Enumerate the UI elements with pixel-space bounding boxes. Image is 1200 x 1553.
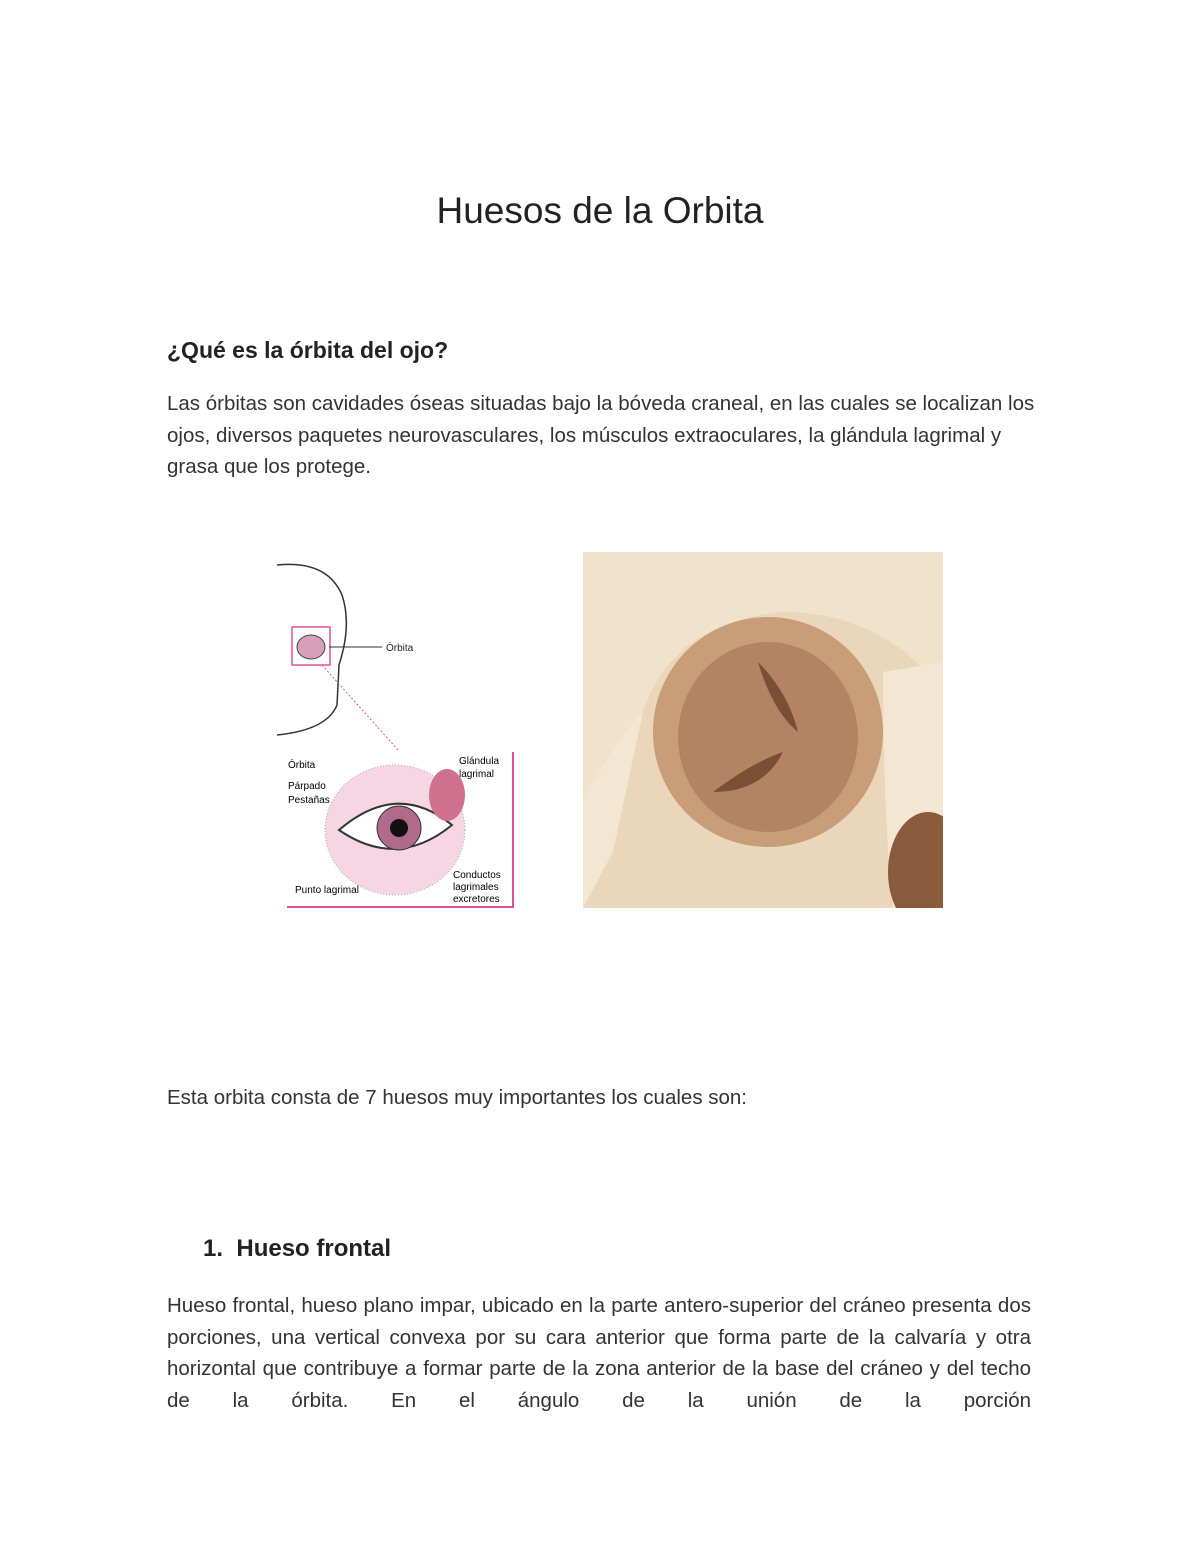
label-parpado: Párpado xyxy=(288,781,326,792)
paragraph-intro-huesos: Esta orbita consta de 7 huesos muy importantes los cuales son: xyxy=(167,1086,748,1109)
label-glandula-2: lagrimal xyxy=(459,769,495,780)
orbit-bone-illustration xyxy=(583,552,943,908)
heading-text: Hueso frontal xyxy=(236,1235,392,1262)
list-number: 1. xyxy=(203,1235,224,1262)
label-orbita-top: Órbita xyxy=(386,643,414,654)
eye-anatomy-diagram xyxy=(277,555,522,910)
paragraph-hueso-frontal: Hueso frontal, hueso plano impar, ubicado en la parte antero-superior del cráneo presenta dos porciones, una vertical convexa por su cara anterior que forma parte de la calvaría y otra horizontal que contribuye a formar parte de la zona anterior de la base del cráneo y del techo de la órbita. En el ángulo de la unión de la porción xyxy=(167,1294,1031,1412)
label-conductos-3: excretores xyxy=(453,894,500,905)
label-conductos-1: Conductos xyxy=(453,870,501,881)
label-punto-lagrimal: Punto lagrimal xyxy=(295,885,359,896)
section-heading-orbita: ¿Qué es la órbita del ojo? xyxy=(167,337,449,363)
label-orbita: Órbita xyxy=(288,760,316,771)
section-heading-hueso-frontal xyxy=(203,1235,391,1263)
document-title: Huesos de la Orbita xyxy=(436,190,764,231)
label-conductos-2: lagrimales xyxy=(453,882,499,893)
label-pestanas: Pestañas xyxy=(288,795,330,806)
paragraph-orbita: Las órbitas son cavidades óseas situadas bajo la bóveda craneal, en las cuales se localizan los ojos, diversos paquetes neurovasculares, los músculos extraoculares, la glándula lagrimal y grasa que los protege. xyxy=(167,392,1035,478)
label-glandula-1: Glándula xyxy=(459,756,500,767)
